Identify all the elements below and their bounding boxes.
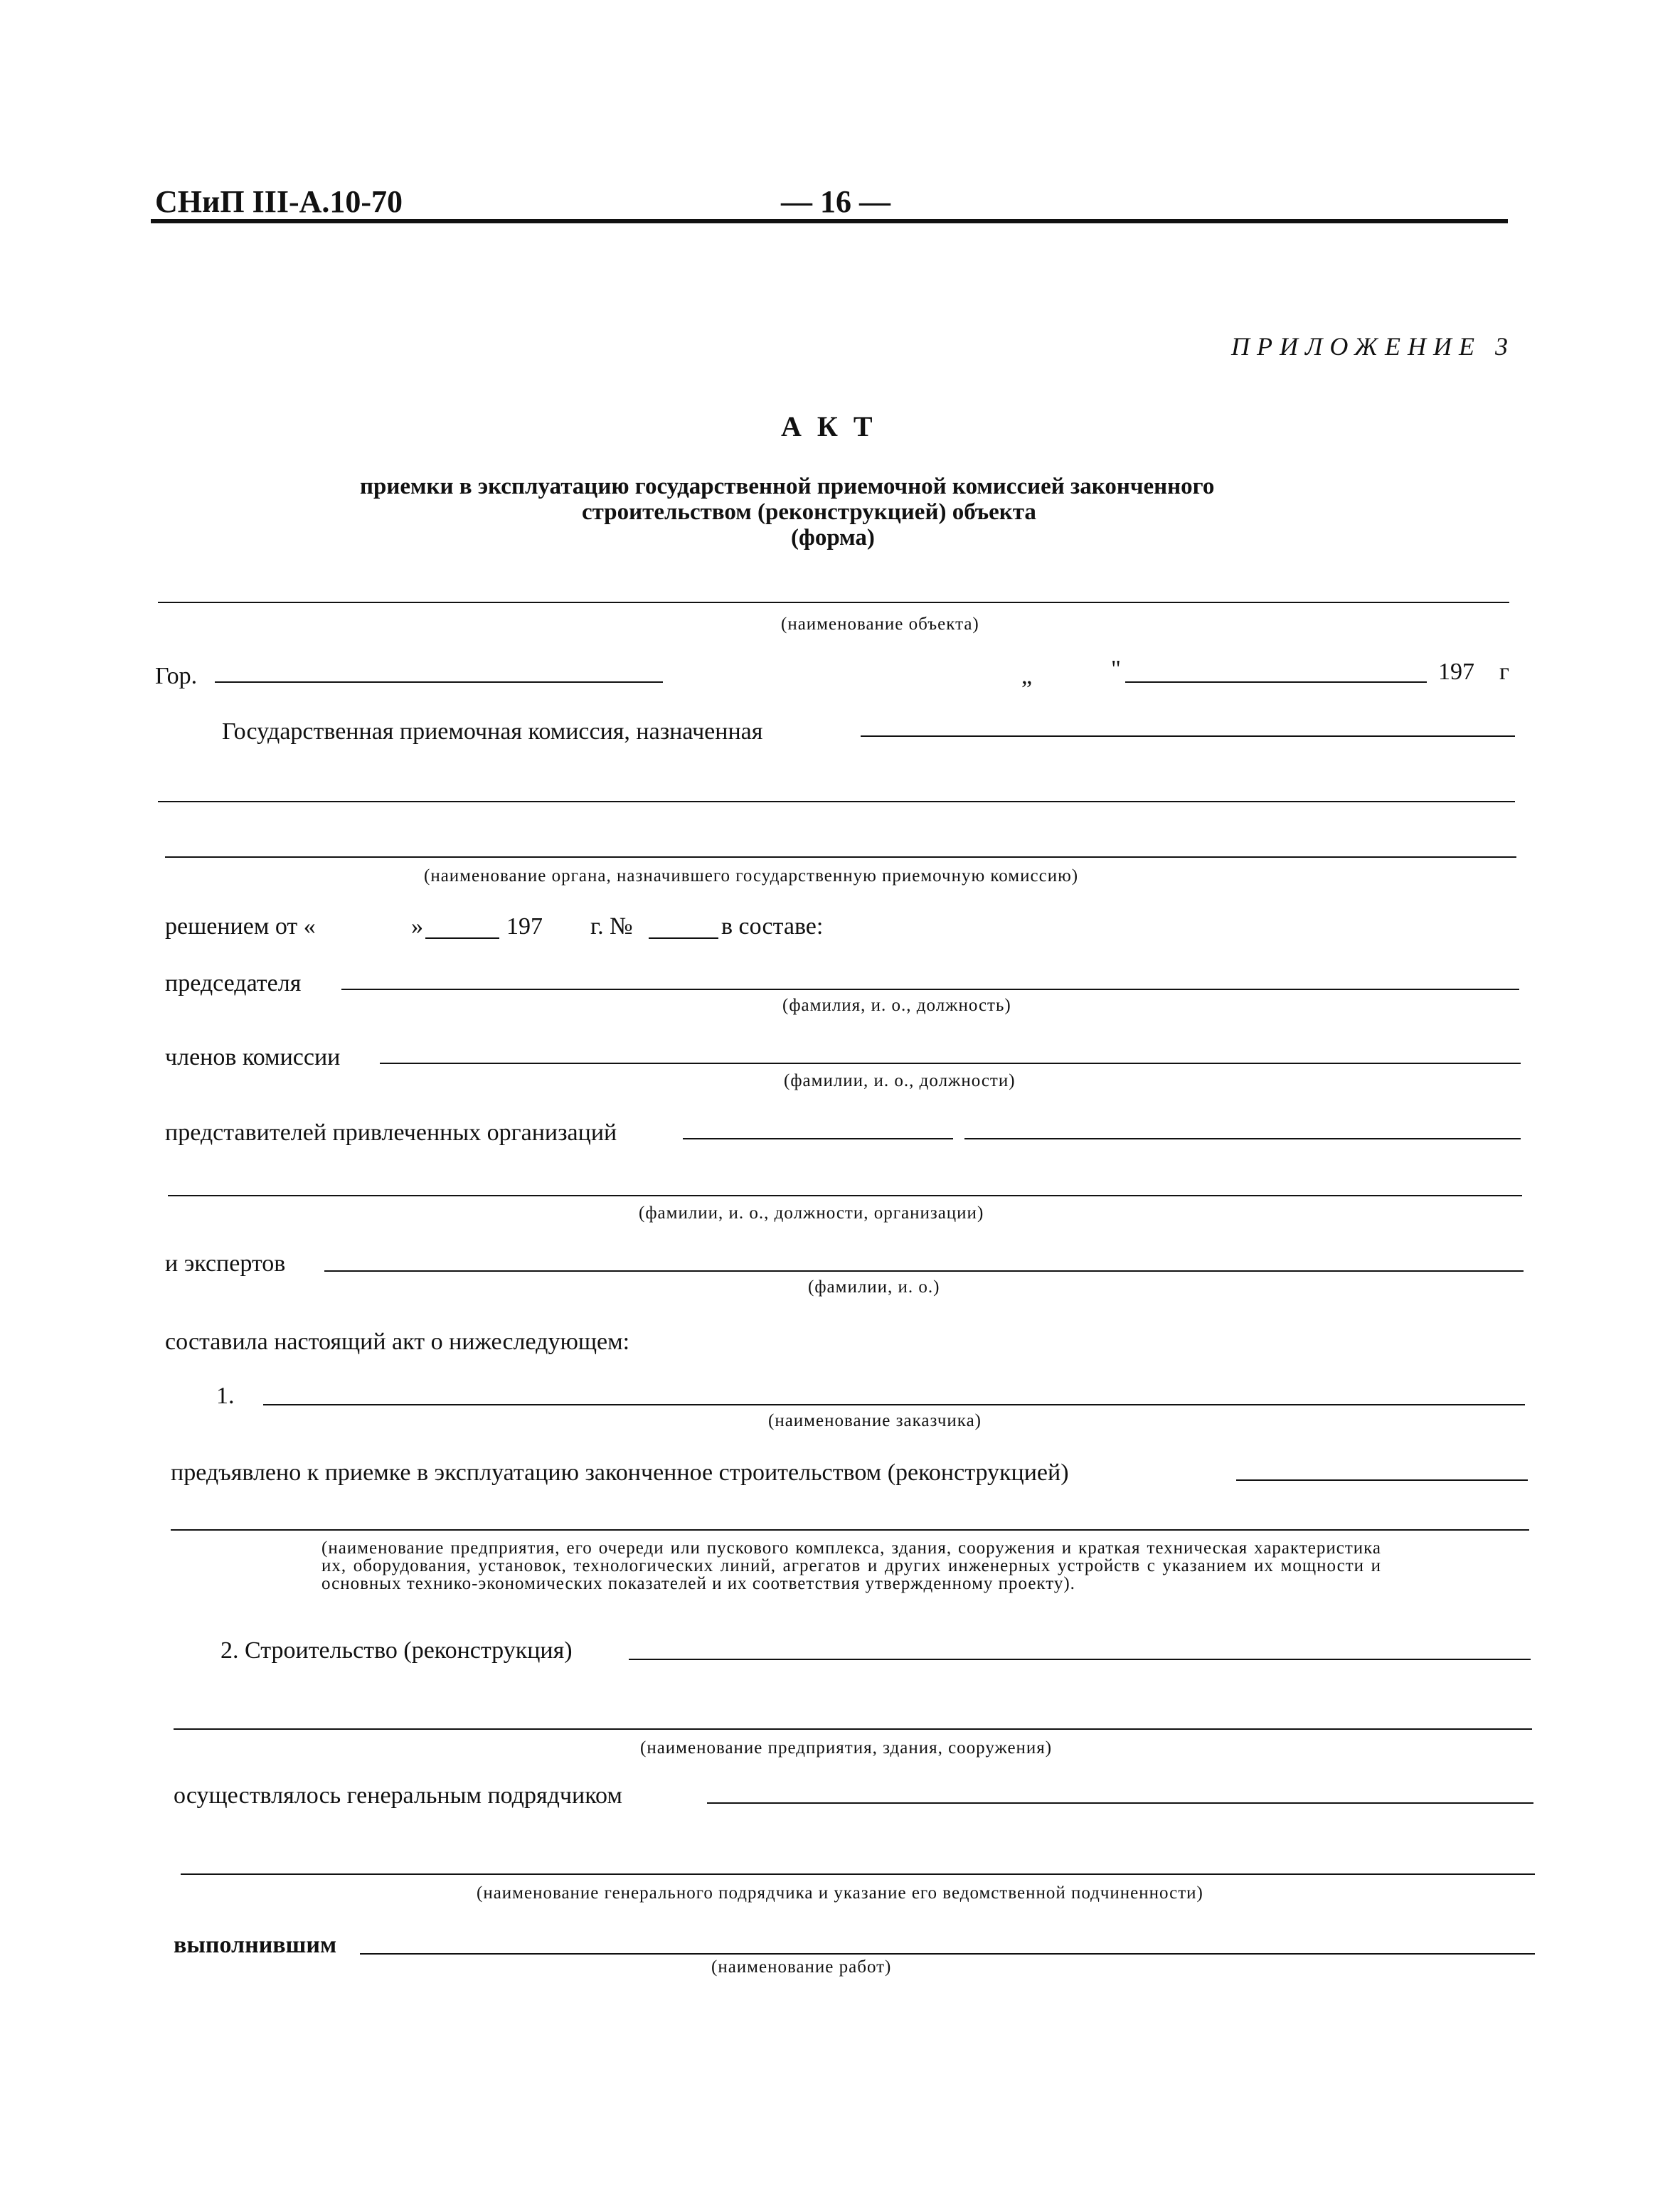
- presented-field[interactable]: [1236, 1479, 1528, 1481]
- date-year-suffix: г: [1499, 659, 1509, 685]
- composition-label: в составе:: [721, 913, 824, 940]
- decision-number-field[interactable]: [649, 937, 718, 939]
- general-contractor-caption: (наименование генерального подрядчика и указание его ведомственной подчиненности): [477, 1883, 1203, 1903]
- commission-label: Государственная приемочная комиссия, назначенная: [222, 718, 763, 745]
- members-field[interactable]: [380, 1063, 1521, 1064]
- page-number: — 16 —: [781, 184, 890, 219]
- decision-label: решением от «: [165, 913, 316, 940]
- city-label: Гор.: [155, 663, 198, 689]
- customer-caption: (наименование заказчика): [768, 1411, 982, 1430]
- date-year: 197: [1438, 659, 1474, 685]
- date-field[interactable]: [1125, 681, 1427, 683]
- decision-month-field[interactable]: [425, 937, 499, 939]
- chairman-label: председателя: [165, 970, 302, 996]
- members-caption: (фамилии, и. о., должности): [784, 1071, 1016, 1090]
- chairman-field[interactable]: [341, 989, 1519, 990]
- item-1-label: 1.: [216, 1383, 235, 1409]
- members-label: членов комиссии: [165, 1044, 341, 1070]
- enterprise-building-caption: (наименование предприятия, здания, сооружения): [640, 1738, 1053, 1758]
- appendix-label: ПРИЛОЖЕНИЕ 3: [1231, 332, 1515, 361]
- experts-field[interactable]: [324, 1270, 1524, 1272]
- general-contractor-field[interactable]: [707, 1802, 1533, 1804]
- performed-label: выполнившим: [174, 1932, 337, 1958]
- general-contractor-field-2[interactable]: [181, 1873, 1535, 1875]
- decision-close: »: [411, 913, 423, 940]
- representatives-field-3[interactable]: [168, 1195, 1522, 1196]
- document-title: А К Т: [781, 410, 877, 442]
- item-2-label: 2. Строительство (реконструкция): [220, 1637, 573, 1664]
- subtitle-line-2: строительством (реконструкцией) объекта: [582, 499, 1036, 525]
- compiled-label: составила настоящий акт о нижеследующем:: [165, 1329, 630, 1355]
- commission-field-3[interactable]: [165, 856, 1516, 858]
- experts-label: и экспертов: [165, 1250, 286, 1277]
- decision-number-label: г. №: [590, 913, 633, 940]
- header-rule: [151, 219, 1508, 223]
- construction-field[interactable]: [629, 1659, 1531, 1660]
- chairman-caption: (фамилия, и. о., должность): [782, 996, 1011, 1015]
- works-field[interactable]: [360, 1953, 1535, 1955]
- commission-field[interactable]: [861, 735, 1515, 737]
- representatives-field[interactable]: [683, 1138, 953, 1139]
- commission-field-2[interactable]: [158, 801, 1515, 802]
- object-name-caption: (наименование объекта): [781, 615, 979, 634]
- carried-out-label: осуществлялось генеральным подрядчиком: [174, 1782, 622, 1809]
- city-field[interactable]: [215, 681, 663, 683]
- construction-field-2[interactable]: [174, 1728, 1532, 1730]
- document-code: СНиП III-А.10-70: [155, 184, 403, 219]
- subtitle-line-3: (форма): [791, 525, 875, 551]
- presented-label: предъявлено к приемке в эксплуатацию законченное строительством (реконструкцией): [171, 1460, 1069, 1486]
- presented-field-2[interactable]: [171, 1529, 1529, 1531]
- organ-name-caption: (наименование органа, назначившего государственную приемочную комиссию): [424, 866, 1079, 886]
- representatives-label: представителей привлеченных организаций: [165, 1120, 617, 1146]
- date-quote-open: „: [1021, 663, 1033, 689]
- representatives-caption: (фамилии, и. о., должности, организации): [639, 1203, 984, 1223]
- customer-field[interactable]: [263, 1404, 1525, 1405]
- object-name-line[interactable]: [158, 602, 1509, 603]
- experts-caption: (фамилии, и. о.): [808, 1277, 940, 1297]
- subtitle-line-1: приемки в эксплуатацию государственной приемочной комиссией законченного: [360, 474, 1215, 499]
- enterprise-description-caption: (наименование предприятия, его очереди или пускового комплекса, здания, сооружения и краткая техническая характеристика их, оборудования, установок, технологических линий, агрегатов и других инженерных устройств с указанием их мощности и основных технико-экономических показателей и их соответствия утвержденному проекту).: [321, 1538, 1381, 1593]
- works-caption: (наименование работ): [711, 1957, 892, 1977]
- decision-year: 197: [506, 913, 543, 940]
- date-quote-close: ": [1111, 656, 1121, 682]
- representatives-field-2[interactable]: [964, 1138, 1521, 1139]
